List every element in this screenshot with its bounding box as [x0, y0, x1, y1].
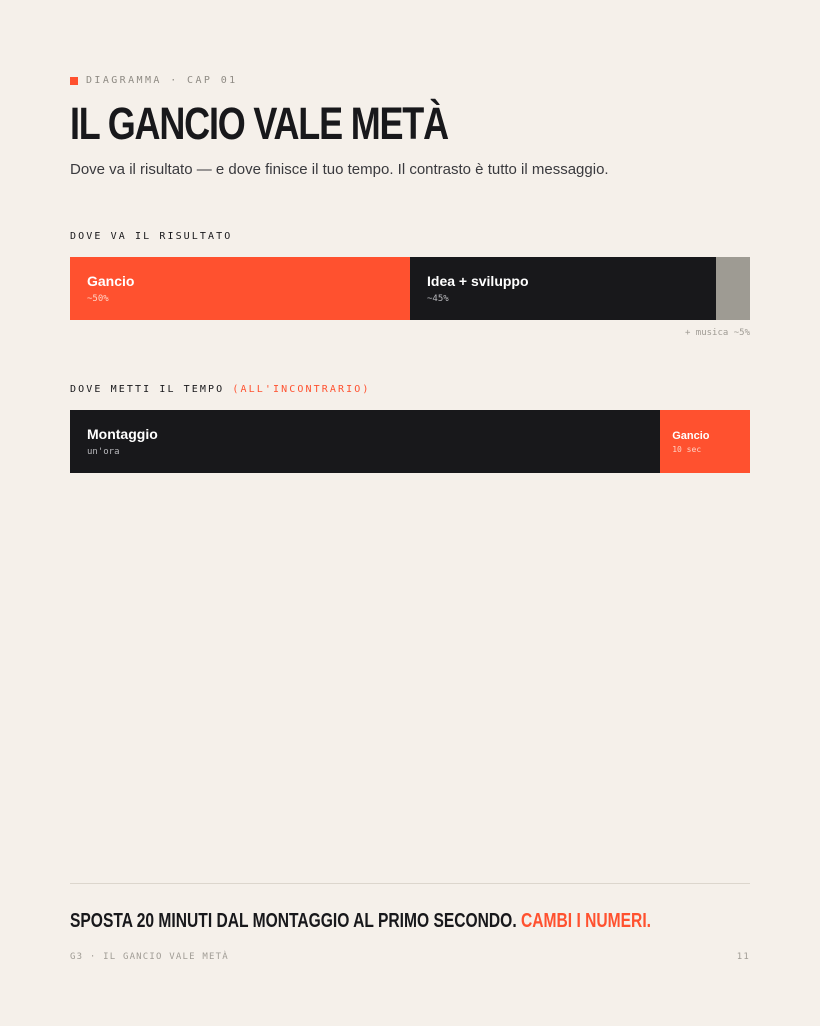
time-segment — [70, 410, 660, 473]
results-segment — [716, 257, 750, 320]
music-footnote: + musica ~5% — [684, 328, 750, 338]
results-segment-name: Gancio — [87, 273, 135, 289]
results-label — [70, 231, 232, 242]
kicker — [70, 75, 238, 86]
footer-caption: G3 · IL GANCIO VALE METÀ — [70, 952, 229, 962]
results-segment — [410, 257, 716, 320]
time-bar — [70, 410, 750, 473]
results-segment-name: Idea + sviluppo — [427, 273, 529, 289]
punchline-accent: CAMBI I NUMERI. — [520, 910, 652, 932]
results-label-text: DOVE VA IL RISULTATO — [70, 231, 233, 242]
kicker-text: DIAGRAMMA · CAP 01 — [86, 75, 238, 86]
results-bar — [70, 257, 750, 320]
page-number: 11 — [736, 952, 750, 962]
time-segment-value: un'ora — [87, 447, 120, 457]
results-segment-value: ~50% — [87, 294, 109, 304]
punchline-text: SPOSTA 20 MINUTI DAL MONTAGGIO AL PRIMO SECONDO. — [70, 910, 517, 932]
time-segment-name: Gancio — [672, 430, 710, 442]
page-title: IL GANCIO VALE METÀ — [70, 98, 448, 149]
square-icon — [70, 77, 78, 85]
time-label-accent: (ALL'INCONTRARIO) — [232, 384, 371, 395]
page-subtitle: Dove va il risultato — e dove finisce il tuo tempo. Il contrasto è tutto il messaggio. — [70, 161, 609, 178]
time-segment-name: Montaggio — [87, 426, 158, 442]
time-segment — [660, 410, 750, 473]
results-segment-value: ~45% — [427, 294, 449, 304]
time-label-text: DOVE METTI IL TEMPO — [70, 384, 225, 395]
punchline — [70, 907, 651, 935]
divider — [70, 883, 750, 884]
results-segment — [70, 257, 410, 320]
page — [70, 0, 750, 1026]
time-segment-value: 10 sec — [672, 445, 702, 454]
time-label — [70, 384, 370, 395]
